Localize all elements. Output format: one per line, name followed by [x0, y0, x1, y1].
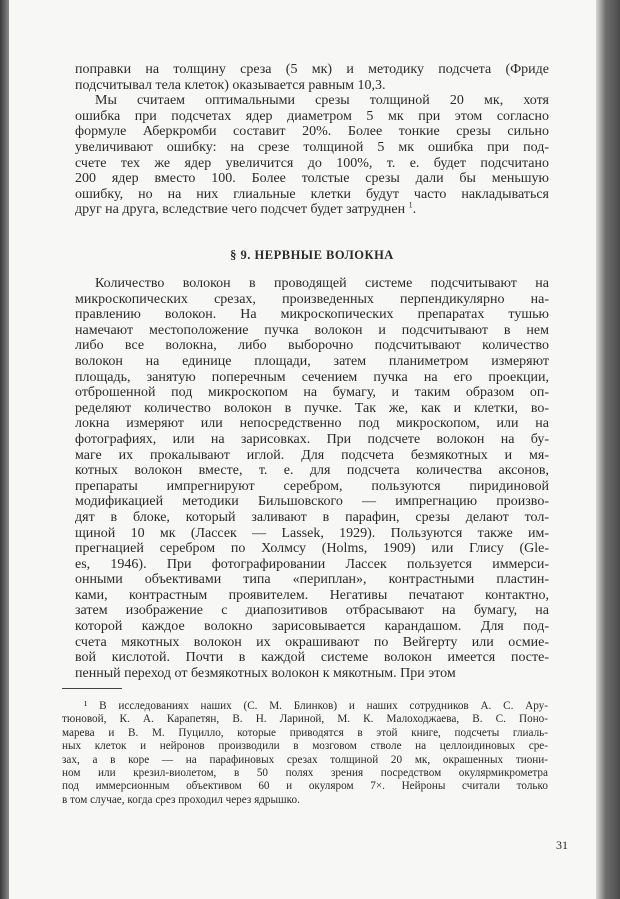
footnote: [62, 700, 548, 807]
scan-left-edge: [0, 0, 9, 899]
text-line: зах, а в коре — на парафиновых срезах толщиной 20 мк, окрашенных тиони-: [62, 753, 548, 766]
text-line: дят в блоке, который заливают в парафин, срезы делают тол-: [75, 509, 549, 525]
text-line: вой кислотой. Почти в каждой системе волокон имеется посте-: [75, 650, 549, 666]
text-line: прегнацией серебром по Холмсу (Holms, 1909) или Глису (Gle-: [75, 541, 549, 557]
text-line: онными объективами типа «периплан», контрастными пластин-: [75, 572, 549, 588]
text-line-content: друг на друга, вследствие чего подсчет будет затруднен: [75, 202, 406, 218]
text-line: ками, контрастным проявителем. Негативы печатают контактно,: [75, 587, 549, 603]
text-line: под иммерсионным объективом 60 и окуляром 7×. Нейроны считали только: [62, 780, 548, 793]
text-line: формуле Аберкромби составит 20%. Более тонкие срезы сильно: [75, 124, 549, 140]
text-line: правлению волокон. На микроскопических препаратах тушью: [75, 307, 549, 323]
text-line: препараты импрегнируют серебром, пользуются пиридиновой: [75, 478, 549, 494]
text-line: es, 1946). При фотографировании Лассек пользуется иммерси-: [75, 556, 549, 572]
text-line: котных волокон вместе, т. е. для подсчета количества аксонов,: [75, 463, 549, 479]
footnote-marker: 1: [408, 202, 413, 210]
text-line: поправки на толщину среза (5 мк) и методику подсчета (Фриде: [75, 62, 549, 77]
text-line: намечают местоположение пучка волокон и подсчитывают в нем: [75, 322, 549, 338]
text-line: отброшенной под микроскопом на бумагу, и таким образом оп-: [75, 385, 549, 401]
text-line: тюновой, К. А. Карапетян, В. Н. Лариной, М. К. Малоходжаева, В. С. Поно-: [62, 713, 548, 726]
text-line: Количество волокон в проводящей системе подсчитывают на: [95, 276, 549, 291]
text-line: Мы считаем оптимальными срезы толщиной 20 мк, хотя: [95, 93, 549, 109]
text-line: щиной 10 мк (Лассек — Lassek, 1929). Пользуются также им-: [75, 525, 549, 541]
text-line: микроскопических срезах, произведенных перпендикулярно на-: [75, 291, 549, 307]
text-line: ошибку, но на них глиальные клетки будут часто накладываться: [75, 186, 549, 202]
text-line: пенный переход от безмякотных волокон к мякотным. При этом: [75, 665, 456, 681]
text-line: фотографиях, или на зарисовках. При подсчете волокон на бу-: [75, 431, 549, 447]
text-line: ошибка при подсчетах ядер диаметром 5 мк при этом согласно: [75, 108, 549, 124]
text-line: локна измеряют или непосредственно под микроскопом, или на: [75, 416, 549, 432]
text-line: ределяют количество волокон в пучке. Так же, как и клетки, во-: [75, 400, 549, 416]
text-line: увеличивают ошибку: на срезе толщиной 5 мк ошибка при под-: [75, 139, 549, 155]
text-line: затем изображение с диапозитивов отбрасывают на бумагу, на: [75, 603, 549, 619]
text-line: друг на друга, вследствие чего подсчет будет затруднен $^1$.: [75, 202, 417, 218]
section-heading: § 9. НЕРВНЫЕ ВОЛОКНА: [230, 248, 394, 262]
text-line: ных клеток и нейронов производили в мозговом стволе на целлоидиновых сре-: [62, 740, 548, 753]
text-line: либо все волокна, либо выборочно подсчитывают количество: [75, 338, 549, 354]
page-number: 31: [556, 838, 568, 852]
top-text: [75, 62, 549, 218]
text-line: волокон на единице площади, затем планиметром измеряют: [75, 353, 549, 369]
text-line: ¹ В исследованиях наших (С. М. Блинков) и наших сотрудников А. С. Ару-: [84, 700, 548, 712]
text-line: счета мякотных волокон их окрашивают по Вейгерту или осмие-: [75, 634, 549, 650]
section-text: [75, 276, 549, 681]
text-line: маге их прокалывают иглой. Для подсчета безмякотных и мя-: [75, 447, 549, 463]
footnote-rule: [62, 688, 122, 689]
text-line: модификацией методики Бильшовского — импрегнацию произво-: [75, 494, 549, 510]
text-line: марева и В. М. Пуцилло, которые приводятся в этой книге, подсчеты глиаль-: [62, 726, 548, 739]
text-line: ном или крезил-виолетом, в 50 полях зрения посредством окулярмикрометра: [62, 766, 548, 779]
text-line: в том случае, когда срез проходил через ядрышко.: [62, 793, 300, 806]
scan-right-edge: [596, 0, 620, 899]
text-line: счете тех же ядер увеличится до 100%, т. е. будет подсчитано: [75, 155, 549, 171]
text-line: площадь, занятую поперечным сечением пучка на его проекции,: [75, 369, 549, 385]
text-line: подсчитывал тела клеток) оказывается равным 10,3.: [75, 77, 386, 93]
text-line: 200 ядер вместо 100. Более толстые срезы дали бы меньшую: [75, 171, 549, 187]
text-line: которой каждое волокно зарисовывается карандашом. Для под-: [75, 619, 549, 635]
